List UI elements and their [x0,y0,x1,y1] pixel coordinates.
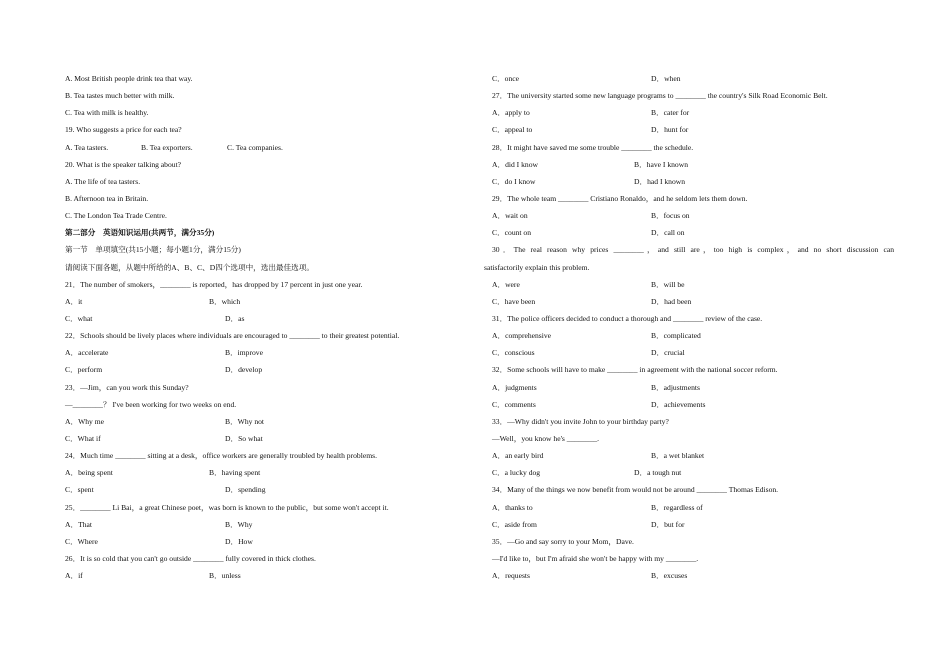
q23-line2: —________？ I've been working for two weeks on end. [65,399,237,409]
q34-stem: 34．Many of the things we now benefit from would not be around ________ Thomas Edison. [492,485,779,495]
q24-option-c: C．spent [65,485,94,495]
q31-option-a: A．comprehensive [492,331,552,341]
q20-option-b: B. Afternoon tea in Britain. [65,193,149,203]
q31-option-b: B．complicated [651,331,701,341]
q26-options-cd [484,70,894,87]
q21-option-c: C．what [65,313,93,323]
q34-option-d: D．but for [651,519,685,529]
q32-option-b: B．adjustments [651,382,700,392]
q32-options-cd [484,396,894,413]
q30-stem-continued: satisfactorily explain this problem. [484,262,590,272]
q28-option-d: D．had I known [634,176,686,186]
q29-options-ab [484,207,894,224]
q30-option-d: D．had been [651,296,692,306]
q29-options-cd [484,224,894,241]
q30-option-c: C．have been [492,296,536,306]
q27-option-c: C．appeal to [492,125,533,135]
q21-stem: 21．The number of smokers，________ is reported，has dropped by 17 percent in just one year. [65,279,363,289]
q26-option-b: B．unless [209,571,241,581]
q22-stem: 22．Schools should be lively places where individuals are encouraged to ________ to their greatest potential. [65,331,400,341]
q34-option-a: A．thanks to [492,502,533,512]
q33-option-d: D．a tough nut [634,468,682,478]
q25-options-ab [65,516,450,533]
q24-stem: 24．Much time ________ sitting at a desk，office workers are generally troubled by health problems. [65,451,377,461]
q27-option-b: B．cater for [651,108,690,118]
q32-options-ab [484,379,894,396]
left-column [65,70,450,584]
q26-option-c: C．once [492,74,519,83]
q35-option-a: A．requests [492,571,530,581]
q23-option-c: C．What if [65,433,101,443]
q30-options-cd [484,293,894,310]
q35-stem: 35．—Go and say sorry to your Mom，Dave. [492,536,634,546]
q29-option-c: C．count on [492,228,532,238]
q27-option-d: D．hunt for [651,125,689,135]
q34-option-c: C．aside from [492,519,537,529]
q33-stem: 33．—Why didn't you invite John to your birthday party? [492,416,669,426]
q29-option-b: B．focus on [651,211,690,221]
q25-stem: 25．________ Li Bai，a great Chinese poet，was born is known to the public，but some won't accept it. [65,502,389,512]
q22-option-b: B．improve [225,348,263,358]
q30-stem: 30．The real reason why prices ________，and still are，too high is complex，and no short discussion can [492,245,894,255]
q34-option-b: B．regardless of [651,502,703,512]
q25-option-b: B．Why [225,519,253,529]
q22-options-ab [65,344,450,361]
q23-option-b: B．Why not [225,416,265,426]
q32-stem: 32．Some schools will have to make ________ in agreement with the national soccer reform. [492,365,778,375]
q22-option-a: A．accelerate [65,348,109,358]
q34-options-ab [484,499,894,516]
q19-option-a: A. Tea tasters. [65,142,109,152]
q23-options-ab [65,413,450,430]
q20-option-c: C. The London Tea Trade Centre. [65,211,167,221]
q29-option-a: A．wait on [492,211,528,221]
q22-option-d: D．develop [225,365,263,375]
q21-option-b: B．which [209,296,241,306]
q23-option-a: A．Why me [65,416,105,426]
q32-option-a: A．judgments [492,382,537,392]
q30-options-ab [484,276,894,293]
q26-option-d: D．when [651,74,681,83]
q18-option-a: A. Most British people drink tea that way. [65,74,193,83]
q35-option-b: B．excuses [651,571,688,581]
q24-option-d: D．spending [225,485,266,495]
q29-stem: 29．The whole team ________ Cristiano Ronaldo，and he seldom lets them down. [492,193,748,203]
q32-option-d: D．achievements [651,399,706,409]
q31-options-cd [484,344,894,361]
q27-stem: 27．The university started some new language programs to ________ the country's Silk Road Economic Belt. [492,91,828,101]
q23-options-cd [65,430,450,447]
q20-option-a: A. The life of tea tasters. [65,176,141,186]
q25-option-a: A．That [65,519,92,529]
q28-stem: 28．It might have saved me some trouble ________ the schedule. [492,142,694,152]
q35-options-ab [484,567,894,584]
q18-option-c: C. Tea with milk is healthy. [65,108,149,118]
q27-option-a: A．apply to [492,108,530,118]
q26-options-ab [65,567,450,584]
q19-option-c: C. Tea companies. [227,142,283,152]
q33-options-ab [484,447,894,464]
q19-stem: 19. Who suggests a price for each tea? [65,125,182,135]
q31-options-ab [484,327,894,344]
q28-option-c: C．do I know [492,176,536,186]
q27-options-cd [484,121,894,138]
q27-options-ab [484,104,894,121]
q33-option-b: B．a wet blanket [651,451,705,461]
q28-options-cd [484,173,894,190]
q23-stem: 23．—Jim，can you work this Sunday? [65,382,189,392]
q21-options-ab [65,293,450,310]
q19-options [65,139,450,156]
q18-option-b: B. Tea tastes much better with milk. [65,91,175,101]
q24-options-ab [65,464,450,481]
q33-option-a: A．an early bird [492,451,544,461]
q24-options-cd [65,481,450,498]
q22-option-c: C．perform [65,365,103,375]
q26-option-a: A．if [65,571,83,581]
q21-options-cd [65,310,450,327]
q33-options-cd [484,464,894,481]
q19-option-b: B. Tea exporters. [141,142,193,152]
q25-option-d: D．How [225,536,253,546]
part2-title: 第二部分 英语知识运用(共两节，满分35分) [65,228,215,238]
q24-option-b: B．having spent [209,468,261,478]
q24-option-a: A．being spent [65,468,113,478]
q31-option-d: D．crucial [651,348,685,358]
q20-stem: 20. What is the speaker talking about? [65,159,182,169]
q22-options-cd [65,361,450,378]
q26-stem: 26．It is so cold that you can't go outside ________ fully covered in thick clothes. [65,553,316,563]
q31-option-c: C．conscious [492,348,535,358]
q25-option-c: C．Where [65,536,98,546]
q30-option-b: B．will be [651,279,685,289]
q28-option-b: B．have I known [634,159,688,169]
q21-option-d: D．as [225,313,245,323]
q29-option-d: D．call on [651,228,685,238]
q31-stem: 31．The police officers decided to conduct a thorough and ________ review of the case. [492,313,763,323]
q35-line2: —I'd like to，but I'm afraid she won't be happy with my ________. [492,553,699,563]
q32-option-c: C．comments [492,399,536,409]
q23-option-d: D．So what [225,433,263,443]
q25-options-cd [65,533,450,550]
q28-option-a: A．did I know [492,159,538,169]
q28-options-ab [484,156,894,173]
q33-line2: —Well，you know he's ________. [492,433,600,443]
right-column [484,70,894,584]
q21-option-a: A．it [65,296,83,306]
instructions: 请阅读下面各题，从题中所给的A、B、C、D四个选项中，选出最佳选项。 [65,262,314,272]
q34-options-cd [484,516,894,533]
section1-title: 第一节 单项填空(共15小题；每小题1分，满分15分) [65,245,241,255]
q30-option-a: A．were [492,279,520,289]
q33-option-c: C．a lucky dog [492,468,541,478]
